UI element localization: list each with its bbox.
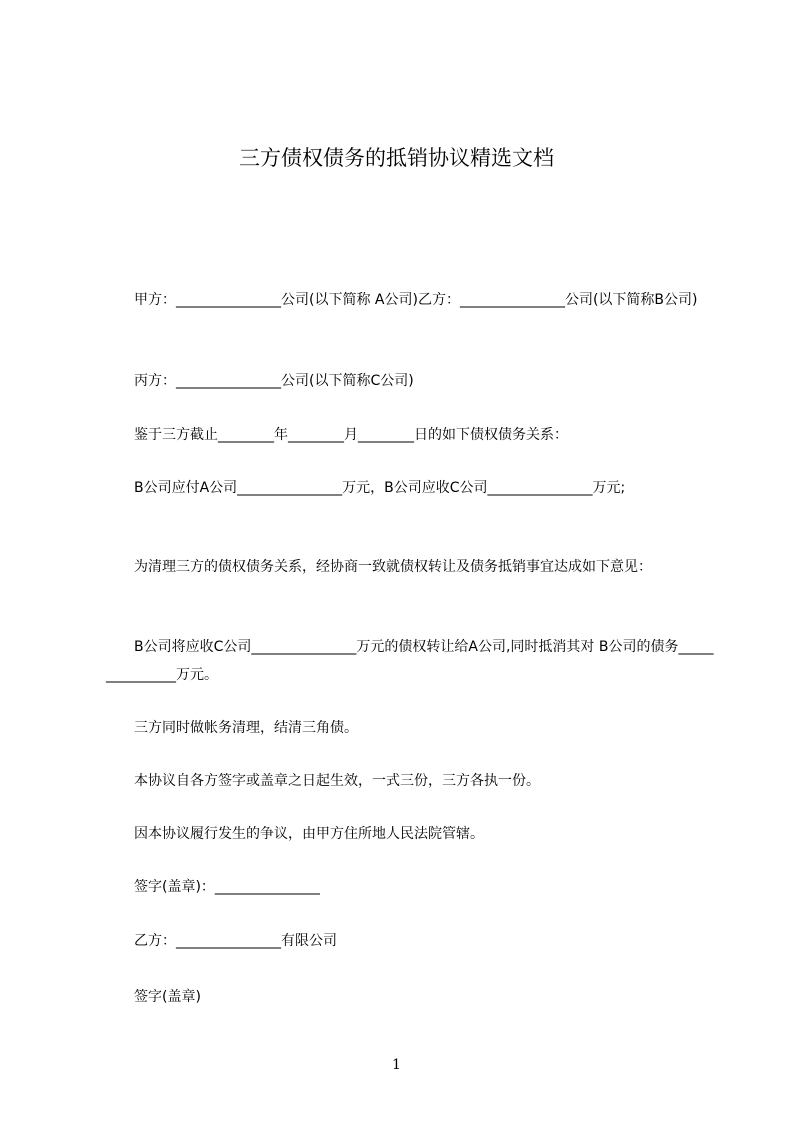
party-b-company-line: 乙方：_______________有限公司 [106, 933, 337, 949]
paragraph-jurisdiction: 因本协议履行发生的争议，由甲方住所地人民法院管辖。 [106, 826, 484, 842]
paragraph-clearing: 三方同时做帐务清理，结清三角债。 [106, 720, 358, 736]
paragraph-purpose: 为清理三方的债权债务关系，经协商一致就债权转让及债务抵销事宜达成如下意见： [106, 559, 652, 575]
paragraph-parties-a-b: 甲方：_______________公司(以下简称 A公司)乙方：_______________公司(以下简称B公司) [106, 292, 698, 308]
paragraph-transfer: B公司将应收C公司_______________万元的债权转让给A公司,同时抵消其对 B公司的债务_______________万元。 [106, 639, 714, 683]
page-number: 1 [392, 1057, 401, 1073]
paragraph-party-c: 丙方：_______________公司(以下简称C公司) [106, 373, 414, 389]
signature-line-b: 签字(盖章) [106, 989, 201, 1005]
signature-line-a: 签字(盖章)：_______________ [106, 879, 320, 895]
document-title: 三方债权债务的抵销协议精选文档 [239, 146, 554, 170]
paragraph-debt-relations: B公司应付A公司_______________万元，B公司应收C公司_______________万元; [106, 480, 626, 496]
paragraph-effective: 本协议自各方签字或盖章之日起生效，一式三份，三方各执一份。 [106, 773, 540, 789]
paragraph-cutoff-date: 鉴于三方截止________年________月________日的如下债权债务关系： [106, 427, 568, 443]
